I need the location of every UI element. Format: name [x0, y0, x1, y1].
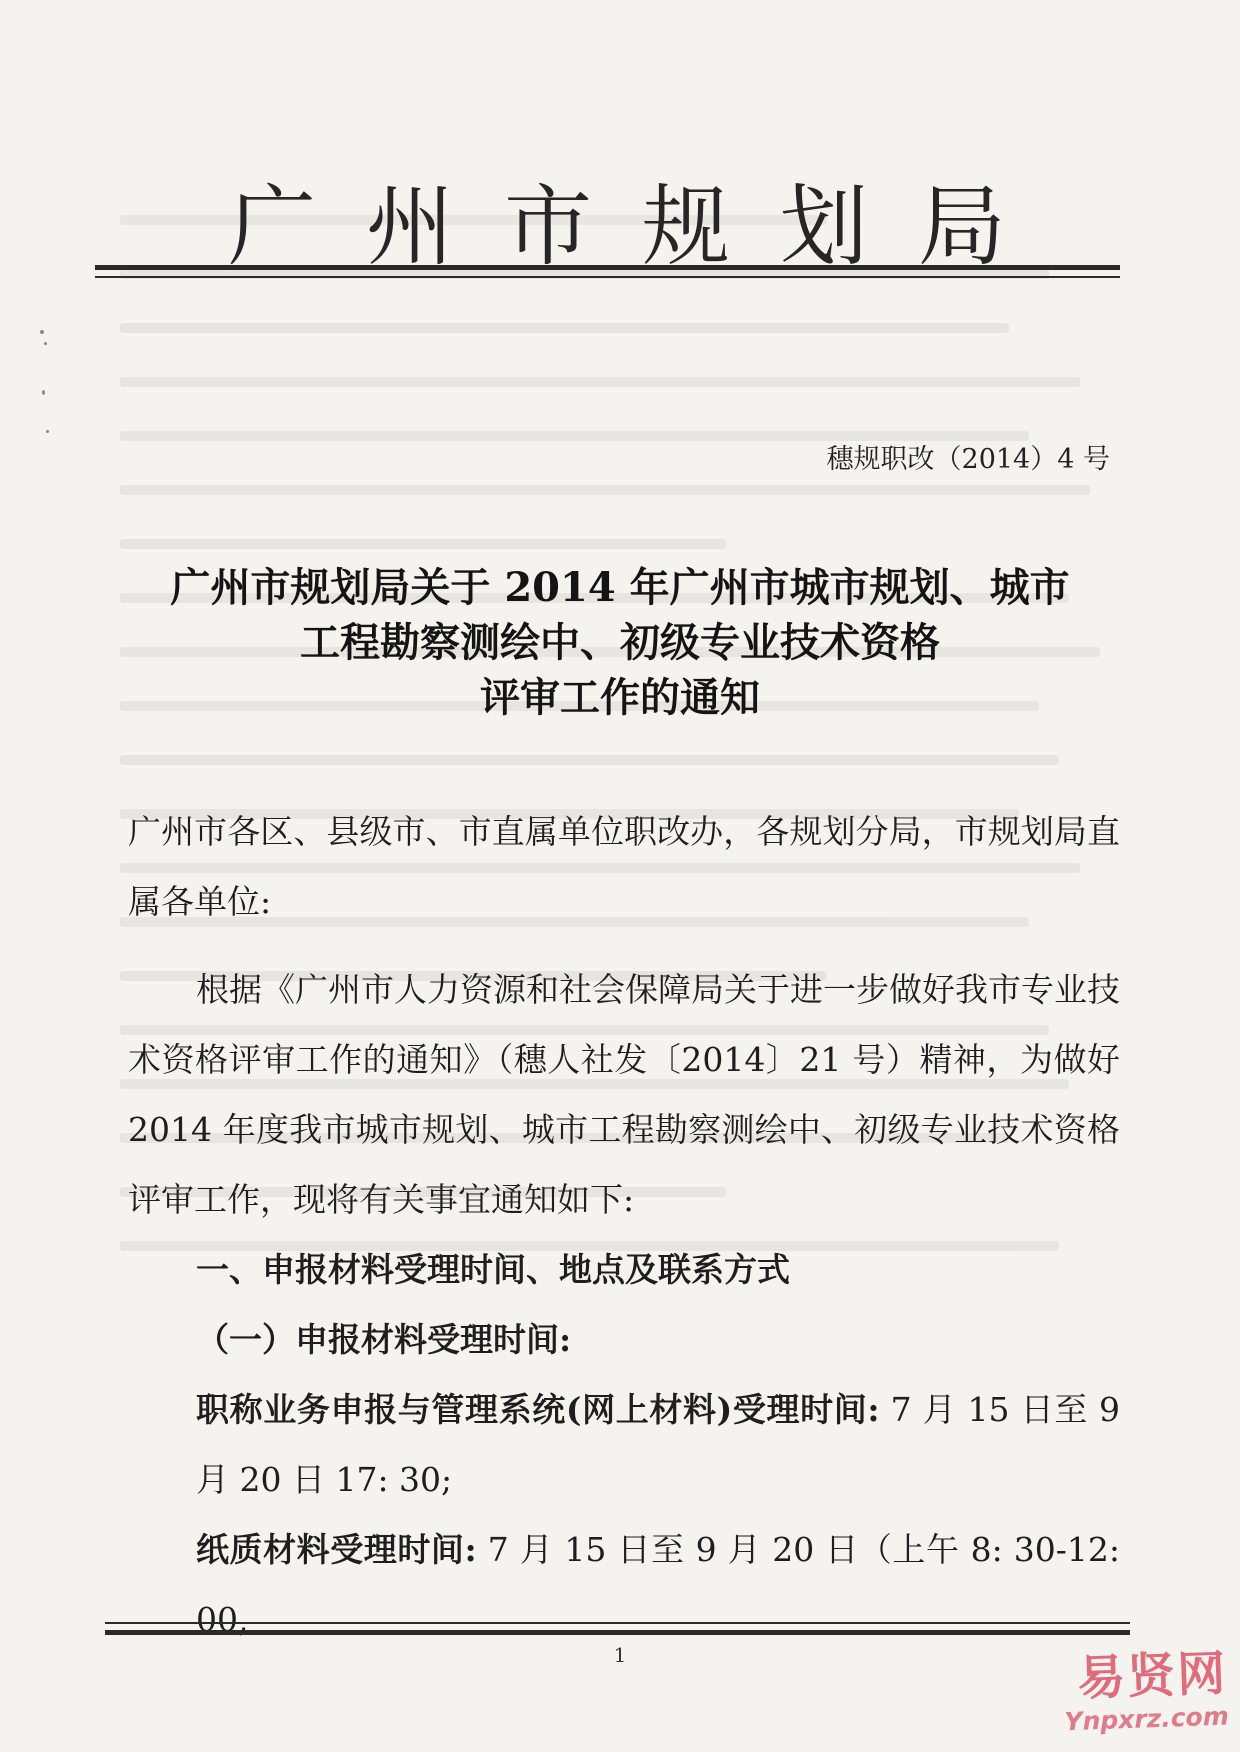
title-line: 广州市规划局关于 2014 年广州市城市规划、城市	[170, 564, 1070, 611]
subsection-heading	[128, 1305, 1120, 1375]
section-heading	[128, 1235, 1120, 1305]
header-rule-thin	[95, 276, 1120, 278]
page-number: 1	[613, 1643, 627, 1667]
masthead	[228, 165, 1008, 278]
online-submission-time	[128, 1375, 1120, 1515]
footer-rule-thick	[105, 1630, 1130, 1635]
masthead-char: 划	[779, 175, 870, 278]
masthead-char: 广	[228, 175, 319, 278]
intro-paragraph: 根据《广州市人力资源和社会保障局关于进一步做好我市专业技术资格评审工作的通知》（穗人社发〔2014〕21 号）精神，为做好 2014 年度我市城市规划、城市工程勘察测绘中、初级专业技术资格评审工作，现将有关事宜通知如下:	[128, 970, 1120, 1219]
section-heading-text: 一、申报材料受理时间、地点及联系方式	[196, 1250, 790, 1289]
paper-label: 纸质材料受理时间:	[196, 1530, 477, 1569]
document-number: 穗规职改（2014）4 号	[826, 444, 1110, 475]
watermark-text: 易贤网	[1076, 1645, 1229, 1707]
title-line: 工程勘察测绘中、初级专业技术资格	[300, 619, 940, 666]
masthead-char: 州	[365, 175, 456, 278]
masthead-char: 市	[503, 175, 594, 278]
watermark	[1026, 1645, 1229, 1752]
document-title	[100, 560, 1140, 725]
subsection-heading-text: （一）申报材料受理时间:	[196, 1320, 572, 1359]
online-label: 职称业务申报与管理系统(网上材料)受理时间:	[196, 1390, 880, 1429]
document-body	[128, 795, 1120, 1655]
paper-value: 7 月 15 日至 9 月 20 日（上午 8: 30-12: 00,	[196, 1530, 1120, 1639]
footer-rule-thin	[105, 1622, 1130, 1624]
online-value: 7 月 15 日至 9 月 20 日 17: 30;	[196, 1390, 1120, 1499]
scan-specks	[38, 330, 58, 440]
masthead-char: 规	[641, 175, 732, 278]
header-rule-thick	[95, 265, 1120, 270]
addressee: 广州市各区、县级市、市直属单位职改办，各规划分局，市规划局直属各单位:	[128, 812, 1120, 921]
masthead-char: 局	[917, 175, 1008, 278]
watermark-url: Ynpxrz.com	[1063, 1701, 1230, 1737]
title-line: 评审工作的通知	[480, 674, 760, 721]
